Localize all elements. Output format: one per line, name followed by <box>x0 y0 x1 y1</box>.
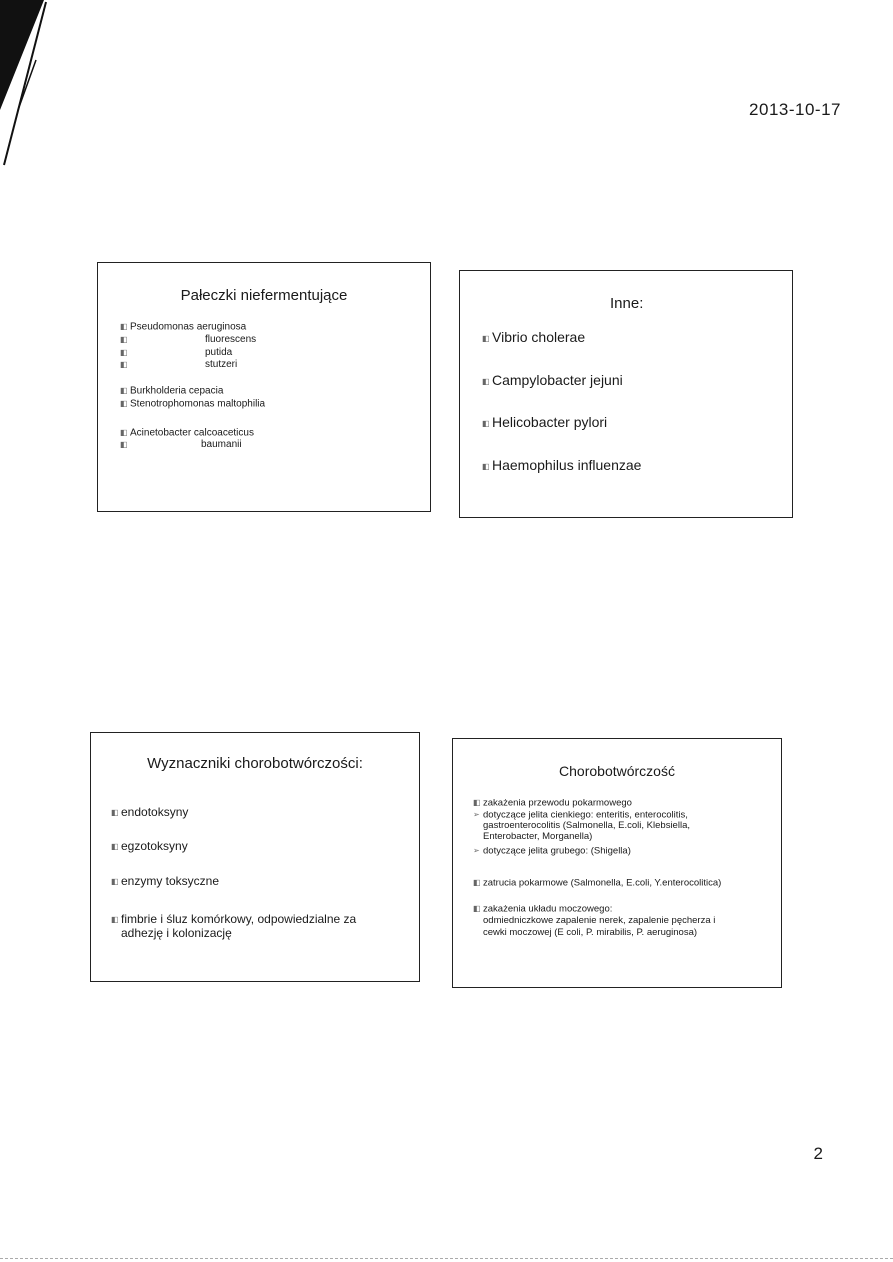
bullet-icon: ◧ <box>111 842 119 852</box>
list-item: ◧ zatrucia pokarmowe (Salmonella, E.coli, Y.enterocolitica) <box>473 877 722 889</box>
list-item: ◧ Burkholderia cepacia <box>120 385 224 397</box>
slide-title: Pałeczki niefermentujące <box>180 287 348 304</box>
bullet-icon: ◧ <box>120 360 128 369</box>
bullet-icon: ◧ <box>482 333 490 343</box>
list-item: stutzeri <box>205 359 238 370</box>
bullet-icon: ◧ <box>120 440 128 449</box>
bullet-icon: ◧ <box>473 798 481 807</box>
list-item: ◧ Stenotrophomonas maltophilia <box>120 398 266 410</box>
bullet-icon: ◧ <box>473 904 481 913</box>
bullet-icon: ◧ <box>120 335 128 344</box>
list-item: fluorescens <box>205 334 257 345</box>
list-item: ◧ enzymy toksyczne <box>111 874 220 888</box>
bullet-icon: ◧ <box>111 877 119 887</box>
list-item: ◧ endotoksyny <box>111 805 189 819</box>
page-number: 2 <box>813 1144 823 1163</box>
list-item: ◧ zakażenia układu moczowego: <box>473 903 613 915</box>
list-item <box>120 359 130 372</box>
list-item: ◧ Campylobacter jejuni <box>482 372 623 388</box>
slide-wyznaczniki <box>90 732 420 982</box>
slide-title: Inne: <box>610 295 644 312</box>
bullet-icon: ◧ <box>120 348 128 357</box>
list-item: ◧ Acinetobacter calcoaceticus <box>120 427 254 439</box>
list-item: ◧ Pseudomonas aeruginosa <box>120 321 247 333</box>
list-item: ◧ egzotoksyny <box>111 839 188 853</box>
arrow-bullet-icon: ➢ <box>473 846 480 855</box>
bullet-icon: ◧ <box>111 915 119 925</box>
list-item: baumanii <box>201 439 242 450</box>
list-item: ➢ dotyczące jelita cienkiego: enteritis, enterocolitis, <box>473 809 688 821</box>
list-item: ◧ fimbrie i śluz komórkowy, odpowiedzialne za <box>111 912 357 926</box>
bullet-icon: ◧ <box>120 428 128 437</box>
list-item: ➢ dotyczące jelita grubego: (Shigella) <box>473 845 631 857</box>
list-item <box>120 334 130 347</box>
list-item: ◧ Vibrio cholerae <box>482 329 586 345</box>
list-item: adhezję i kolonizację <box>121 926 232 940</box>
scan-bottom-line <box>0 1258 893 1260</box>
slide-chorobotworczosc <box>452 738 782 988</box>
slide-pałeczki <box>97 262 431 512</box>
list-item: ◧ Haemophilus influenzae <box>482 457 642 473</box>
bullet-icon: ◧ <box>482 418 490 428</box>
bullet-icon: ◧ <box>111 808 119 818</box>
list-item: cewki moczowej (E coli, P. mirabilis, P. aeruginosa) <box>483 927 698 938</box>
slide-title: Chorobotwórczość <box>559 763 675 779</box>
slide-title: Wyznaczniki chorobotwórczości: <box>147 755 363 772</box>
list-item: ◧ Helicobacter pylori <box>482 414 608 430</box>
slide-inne <box>459 270 793 518</box>
list-item: ◧ zakażenia przewodu pokarmowego <box>473 797 632 809</box>
bullet-icon: ◧ <box>473 878 481 887</box>
page-date: 2013-10-17 <box>749 100 841 119</box>
list-item: odmiedniczkowe zapalenie nerek, zapalenie pęcherza i <box>483 915 716 926</box>
list-item <box>120 439 130 452</box>
list-item: Enterobacter, Morganella) <box>483 831 593 842</box>
list-item <box>120 347 130 360</box>
bullet-icon: ◧ <box>482 376 490 386</box>
list-item: putida <box>205 347 233 358</box>
arrow-bullet-icon: ➢ <box>473 810 480 819</box>
scan-corner-mark <box>0 0 60 170</box>
bullet-icon: ◧ <box>120 386 128 395</box>
bullet-icon: ◧ <box>120 399 128 408</box>
bullet-icon: ◧ <box>120 322 128 331</box>
bullet-icon: ◧ <box>482 461 490 471</box>
list-item: gastroenterocolitis (Salmonella, E.coli, Klebsiella, <box>483 820 690 831</box>
